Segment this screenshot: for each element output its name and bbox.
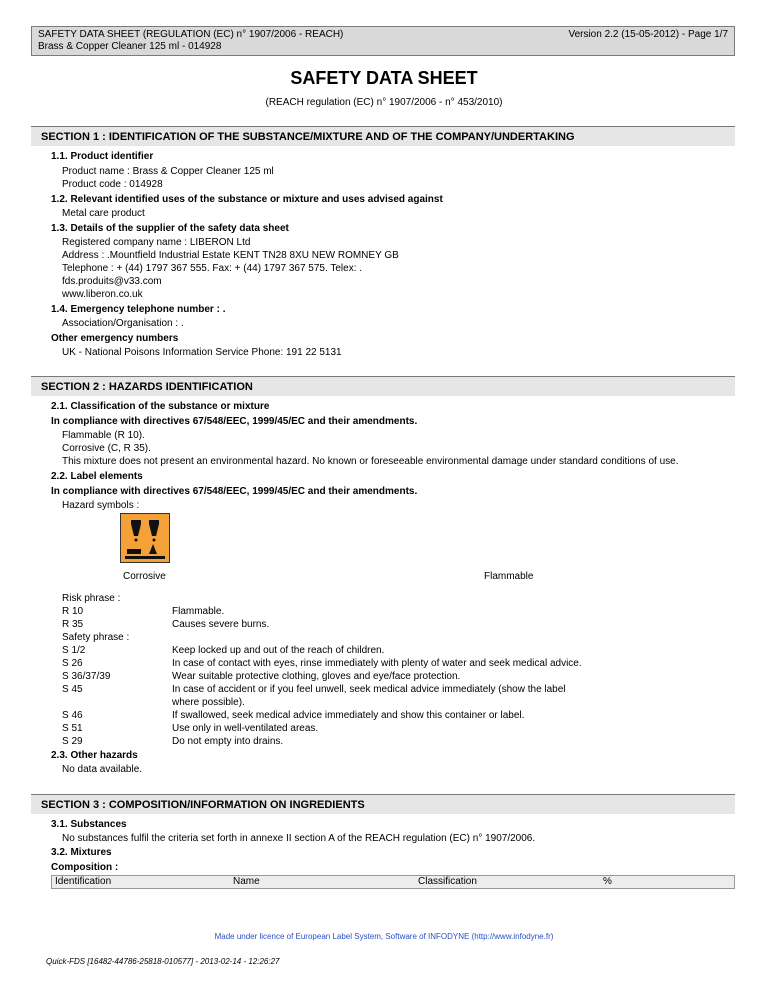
environmental-note: This mixture does not present an environmental hazard. No known or foreseeable environmental damage under standard conditions of use. — [62, 456, 679, 467]
header-product: Brass & Copper Cleaner 125 ml - 014928 — [38, 41, 222, 52]
identified-use: Metal care product — [62, 208, 145, 219]
subsection-1-3: 1.3. Details of the supplier of the safety data sheet — [51, 223, 289, 234]
subsection-1-2: 1.2. Relevant identified uses of the substance or mixture and uses advised against — [51, 194, 443, 205]
corrosive-icon — [120, 513, 170, 563]
safety-code: S 46 — [62, 710, 83, 721]
company-website[interactable]: www.liberon.co.uk — [62, 289, 143, 300]
substances-text: No substances fulfil the criteria set forth in annexe II section A of the REACH regulation (EC) n° 1907/2006. — [62, 833, 536, 844]
company-name: Registered company name : LIBERON Ltd — [62, 237, 251, 248]
subsection-2-2: 2.2. Label elements — [51, 471, 143, 482]
subsection-1-1: 1.1. Product identifier — [51, 151, 154, 162]
document-subtitle: (REACH regulation (EC) n° 1907/2006 - n° 453/2010) — [265, 97, 503, 108]
subsection-3-2: 3.2. Mixtures — [51, 847, 112, 858]
safety-text: In case of contact with eyes, rinse immediately with plenty of water and seek medical advice. — [172, 658, 582, 669]
risk-code: R 10 — [62, 606, 84, 617]
licence-link[interactable]: Made under licence of European Label System, Software of INFODYNE (http://www.infodyne.fr) — [214, 932, 554, 941]
section-2-heading: SECTION 2 : HAZARDS IDENTIFICATION — [31, 376, 735, 396]
quick-fds-reference: Quick-FDS [16482-44786-25818-010577] - 2013-02-14 - 12:26:27 — [46, 957, 280, 966]
risk-text: Flammable. — [172, 606, 225, 617]
other-emergency-heading: Other emergency numbers — [51, 333, 179, 344]
composition-label: Composition : — [51, 862, 119, 873]
association: Association/Organisation : . — [62, 318, 184, 329]
header-version: Version 2.2 (15-05-2012) - Page 1/7 — [568, 29, 728, 40]
subsection-1-4: 1.4. Emergency telephone number : . — [51, 304, 226, 315]
compliance-note-1: In compliance with directives 67/548/EEC, 1999/45/EC and their amendments. — [51, 416, 418, 427]
column-identification: Identification — [55, 876, 112, 887]
safety-code: S 36/37/39 — [62, 671, 111, 682]
compliance-note-2: In compliance with directives 67/548/EEC, 1999/45/EC and their amendments. — [51, 486, 418, 497]
safety-code: S 51 — [62, 723, 83, 734]
column-name: Name — [233, 876, 260, 887]
symbol-caption-corrosive: Corrosive — [123, 571, 166, 582]
document-title: SAFETY DATA SHEET — [290, 68, 478, 88]
risk-code: R 35 — [62, 619, 84, 630]
symbol-caption-flammable: Flammable — [484, 571, 534, 582]
composition-table-header — [51, 875, 735, 889]
section-1-heading: SECTION 1 : IDENTIFICATION OF THE SUBSTANCE/MIXTURE AND OF THE COMPANY/UNDERTAKING — [31, 126, 735, 146]
header-title: SAFETY DATA SHEET (REGULATION (EC) n° 1907/2006 - REACH) — [38, 29, 344, 40]
subsection-2-1: 2.1. Classification of the substance or mixture — [51, 401, 270, 412]
risk-text: Causes severe burns. — [172, 619, 270, 630]
product-code: Product code : 014928 — [62, 179, 163, 190]
subsection-2-3: 2.3. Other hazards — [51, 750, 138, 761]
safety-text: In case of accident or if you feel unwell, seek medical advice immediately (show the label — [172, 684, 566, 695]
classification-corrosive: Corrosive (C, R 35). — [62, 443, 151, 454]
classification-flammable: Flammable (R 10). — [62, 430, 145, 441]
safety-text: If swallowed, seek medical advice immediately and show this container or label. — [172, 710, 525, 721]
safety-text-continued: where possible). — [172, 697, 245, 708]
hazard-symbols-label: Hazard symbols : — [62, 500, 140, 511]
risk-phrase-label: Risk phrase : — [62, 593, 121, 604]
safety-text: Use only in well-ventilated areas. — [172, 723, 319, 734]
product-name: Product name : Brass & Copper Cleaner 125 ml — [62, 166, 274, 177]
safety-text: Keep locked up and out of the reach of children. — [172, 645, 385, 656]
company-email[interactable]: fds.produits@v33.com — [62, 276, 162, 287]
safety-code: S 45 — [62, 684, 83, 695]
safety-text: Do not empty into drains. — [172, 736, 284, 747]
column-percent: % — [603, 876, 612, 887]
other-emergency-number: UK - National Poisons Information Service Phone: 191 22 5131 — [62, 347, 342, 358]
safety-phrase-label: Safety phrase : — [62, 632, 130, 643]
company-address: Address : .Mountfield Industrial Estate KENT TN28 8XU NEW ROMNEY GB — [62, 250, 399, 261]
subsection-3-1: 3.1. Substances — [51, 819, 127, 830]
other-hazards-text: No data available. — [62, 764, 143, 775]
safety-code: S 26 — [62, 658, 83, 669]
safety-code: S 29 — [62, 736, 83, 747]
safety-text: Wear suitable protective clothing, gloves and eye/face protection. — [172, 671, 461, 682]
column-classification: Classification — [418, 876, 477, 887]
page-header — [31, 26, 735, 56]
section-3-heading: SECTION 3 : COMPOSITION/INFORMATION ON INGREDIENTS — [31, 794, 735, 814]
safety-code: S 1/2 — [62, 645, 86, 656]
company-telephone: Telephone : + (44) 1797 367 555. Fax: + (44) 1797 367 575. Telex: . — [62, 263, 363, 274]
